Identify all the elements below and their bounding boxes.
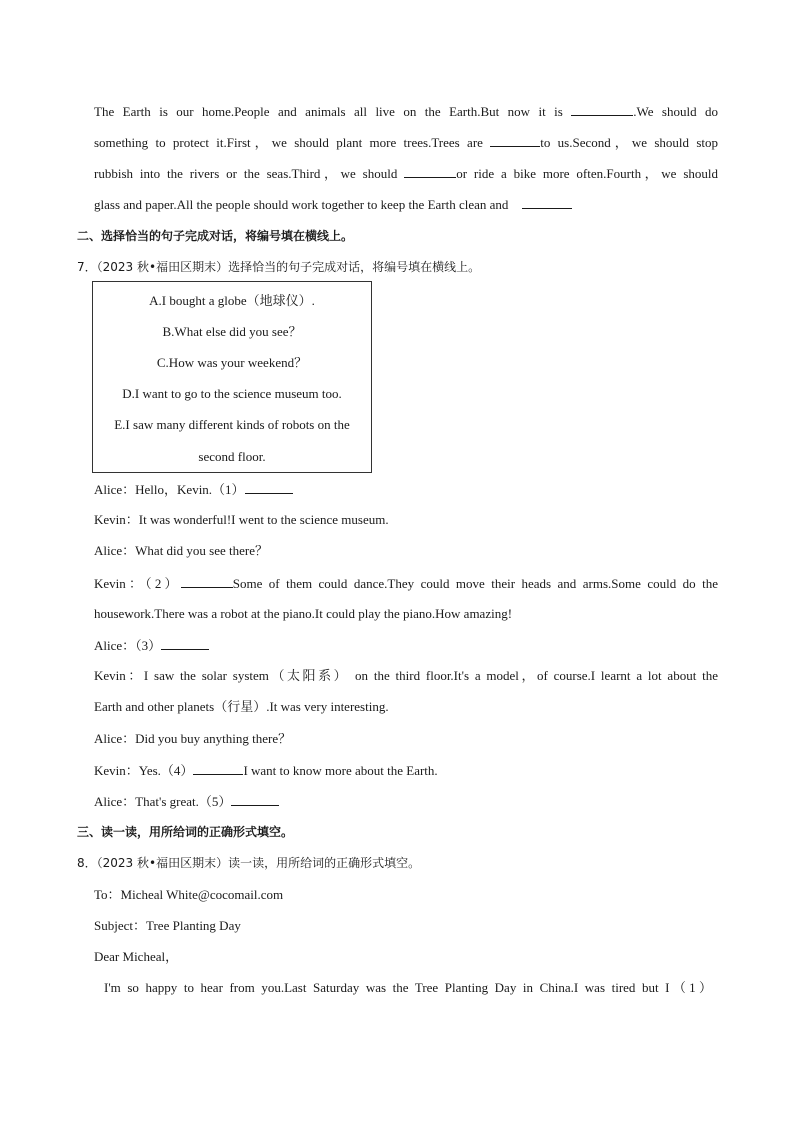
dialogue-line: Alice：Did you buy anything there？ xyxy=(94,731,292,746)
email-to: To：Micheal White@cocomail.com xyxy=(94,887,284,902)
section-heading: 三、读一读，用所给词的正确形式填空。 xyxy=(77,825,294,839)
dialogue-line: Kevin：Yes.（4） I want to know more about the Earth. xyxy=(94,763,438,778)
option-e-continued: second floor. xyxy=(198,449,266,464)
dialogue-line: Kevin：It was wonderful!I went to the science museum. xyxy=(94,512,389,527)
option-b: B.What else did you see？ xyxy=(162,324,302,339)
answer-blank[interactable] xyxy=(193,762,243,775)
question-title: 8．（2023 秋•福田区期末）读一读，用所给词的正确形式填空。 xyxy=(77,856,421,870)
options-box xyxy=(92,281,372,473)
dialogue-line: Alice：What did you see there？ xyxy=(94,543,268,558)
option-a: A.I bought a globe（地球仪）. xyxy=(149,293,315,308)
answer-blank[interactable] xyxy=(404,165,456,178)
passage-line-1: The Earth is our home.People and animals all live on the Earth.But now it is .We should do xyxy=(94,104,718,119)
answer-blank[interactable] xyxy=(522,196,572,209)
answer-blank[interactable] xyxy=(181,575,233,588)
email-subject: Subject：Tree Planting Day xyxy=(94,918,241,933)
answer-blank[interactable] xyxy=(490,134,540,147)
dialogue-line: Earth and other planets（行星）.It was very interesting. xyxy=(94,699,389,714)
email-body: I'm so happy to hear from you.Last Saturday was the Tree Planting Day in China.I was tired but I（1） xyxy=(104,980,712,995)
passage-line-4: glass and paper.All the people should work together to keep the Earth clean and xyxy=(94,196,572,213)
option-c: C.How was your weekend？ xyxy=(156,355,308,370)
dialogue-line: Kevin：（2） Some of them could dance.They could move their heads and arms.Some could do the xyxy=(94,576,718,591)
answer-blank[interactable] xyxy=(571,103,633,116)
answer-blank[interactable] xyxy=(231,793,279,806)
dialogue-line: Alice：That's great.（5） xyxy=(94,793,279,810)
option-e: E.I saw many different kinds of robots on the xyxy=(114,417,350,432)
email-greeting: Dear Micheal， xyxy=(94,949,179,964)
dialogue-line: housework.There was a robot at the piano.It could play the piano.How amazing! xyxy=(94,606,513,621)
section-heading: 二、选择恰当的句子完成对话，将编号填在横线上。 xyxy=(77,229,354,243)
dialogue-line: Kevin：I saw the solar system（太阳系） on the third floor.It's a model，of course.I learnt a lot about the xyxy=(94,668,718,683)
answer-blank[interactable] xyxy=(161,637,209,650)
dialogue-line: Alice：Hello，Kevin.（1） xyxy=(94,481,293,498)
question-title: 7．（2023 秋•福田区期末）选择恰当的句子完成对话，将编号填在横线上。 xyxy=(77,260,481,274)
passage-line-3: rubbish into the rivers or the seas.Third，we should or ride a bike more often.Fourth，we should xyxy=(94,166,718,181)
dialogue-line: Alice：（3） xyxy=(94,637,209,654)
answer-blank[interactable] xyxy=(245,481,293,494)
passage-line-2: something to protect it.First，we should plant more trees.Trees are to us.Second，we should stop xyxy=(94,135,718,150)
option-d: D.I want to go to the science museum too. xyxy=(122,386,342,401)
